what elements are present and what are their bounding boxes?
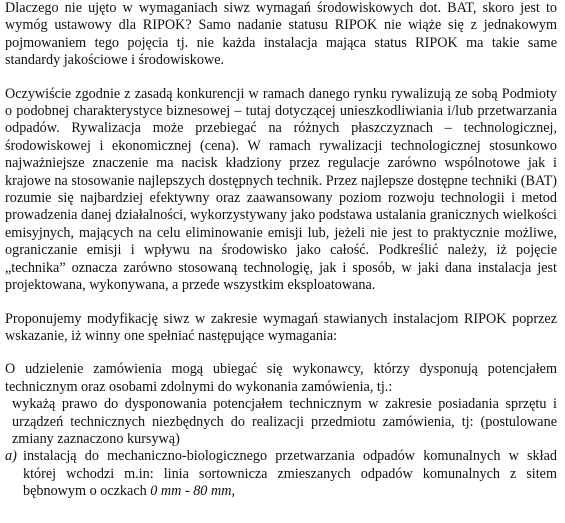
paragraph-eligibility: O udzielenie zamówienia mogą ubiegać się wykonawcy, którzy dysponują potencjałem technicznym oraz osobami zdolnymi do wykonania zamówienia, tj.: [5,361,557,395]
paragraph-gap [5,295,557,311]
paragraph-gap [5,70,557,86]
list-item-italic-range: 0 mm - 80 mm, [150,483,235,500]
list-item-text: instalacją do mechaniczno-biologicznego przetwarzania odpadów komunalnych w skład której wchodzi m.in: linia sortownicza zmieszanych odpadów komunalnych z sitem bębnowym o oczkach [23,448,557,500]
paragraph-gap [5,345,557,361]
paragraph-technical-potential: wykażą prawo do dysponowania potencjałem technicznym w zakresie posiadania sprzętu i urządzeń technicznych niezbędnych do realizacji przedmiotu zamówienia, tj: (postulowane zmiany zaznaczono kursywą) [12,396,557,447]
paragraph-proposal: Proponujemy modyfikację siwz w zakresie wymagań stawianych instalacjom RIPOK poprzez wskazanie, iż winny one spełniać następujące wymagania: [5,310,557,344]
document-page [5,0,557,501]
list-item-marker: a) [5,448,17,465]
list-item-a [5,448,557,500]
paragraph-competition-bat: Oczywiście zgodnie z zasadą konkurencji w ramach danego rynku rywalizują ze sobą Podmioty o podobnej charakterystyce biznesowej – tutaj dotyczącej unieszkodliwiania i/lub przetwarzania odpadów. Rywalizacja może przebiegać na różnych płaszczyznach – technologicznej, środowiskowej i ekonomicznej (cena). W ramach rywalizacji technologicznej stosunkowo najważniejsze znaczenie ma nacisk kładziony przez regulacje zarówno wspólnotowe jak i krajowe na stosowanie najlepszych dostępnych technik. Przez najlepsze dostępne techniki (BAT) rozumie się najbardziej efektywny oraz zaawansowany poziom rozwoju technologii i metod prowadzenia danej działalności, wykorzystywany jako podstawa ustalania granicznych wielkości emisyjnych, mających na celu eliminowanie emisji lub, jeżeli nie jest to praktycznie możliwe, ograniczanie emisji i wpływu na środowisko jako całość. Podkreślić należy, iż pojęcie „technika” oznacza zarówno stosowaną technologię, jak i sposób, w jaki dana instalacja jest projektowana, wykonywana, a przede wszystkim eksploatowana. [5,85,557,294]
paragraph-bat-question: Dlaczego nie ujęto w wymaganiach siwz wymagań środowiskowych dot. BAT, skoro jest to wymóg ustawowy dla RIPOK? Samo nadanie statusu RIPOK nie wiąże się z jednakowym pojmowaniem tego pojęcia tj. nie każda instalacja mająca status RIPOK ma takie same standardy jakościowe i środowiskowe. [5,0,557,69]
